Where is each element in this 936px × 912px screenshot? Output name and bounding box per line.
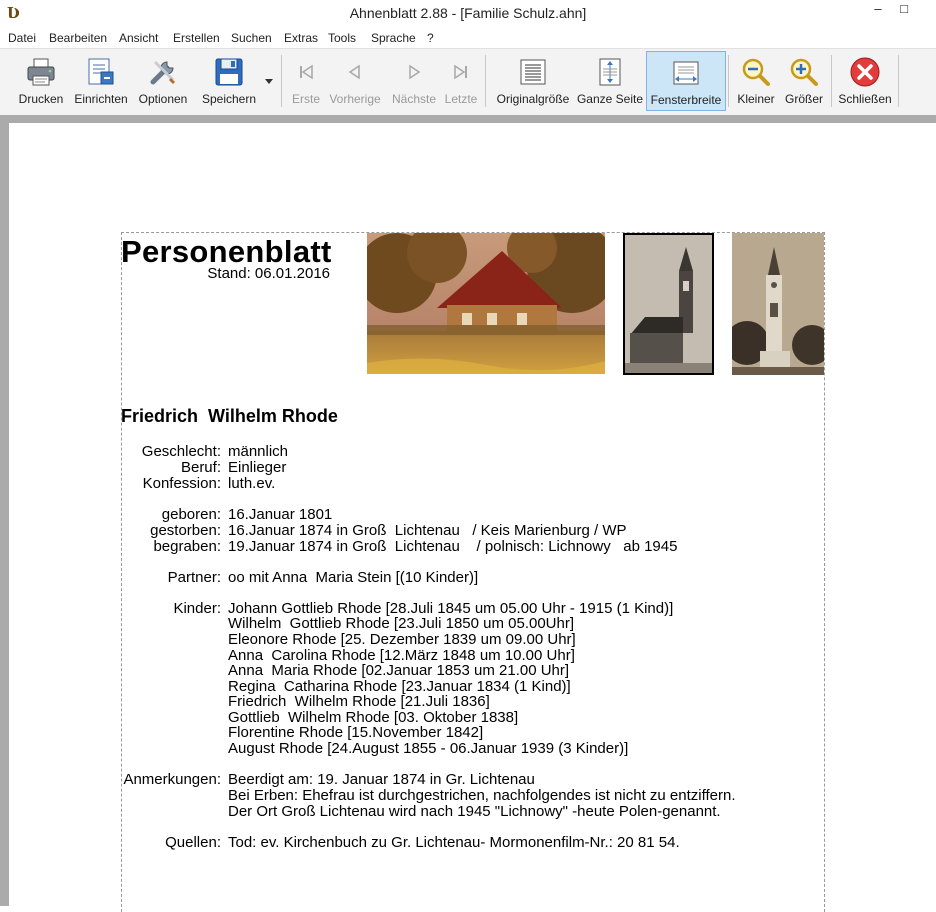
toolbar-separator	[831, 55, 832, 107]
zoom-in-button[interactable]	[781, 51, 827, 111]
options-label: Optionen	[138, 92, 188, 106]
minimize-button[interactable]: –	[874, 1, 882, 16]
buried-label: begraben:	[153, 538, 221, 555]
sheet-title: Personenblatt	[121, 234, 332, 269]
next-button[interactable]	[388, 51, 440, 111]
gender-label: Geschlecht:	[141, 443, 221, 460]
skip-last-icon	[445, 56, 477, 88]
toolbar-separator	[485, 55, 486, 107]
save-button[interactable]	[198, 51, 260, 111]
children-label: Kinder:	[173, 600, 221, 617]
setup-button[interactable]	[72, 51, 130, 111]
menu-extras[interactable]: Extras	[284, 31, 319, 45]
born-value: 16.Januar 1801	[228, 506, 333, 523]
menu-sprache[interactable]: Sprache	[371, 31, 416, 45]
child-item: August Rhode [24.August 1855 - 06.Januar 1939 (3 Kinder)]	[228, 740, 629, 757]
fit-width-icon	[670, 57, 702, 89]
gender-value: männlich	[228, 443, 289, 460]
notes-label: Anmerkungen:	[123, 771, 221, 788]
died-value: 16.Januar 1874 in Groß Lichtenau / Keis Marienburg / WP	[228, 522, 627, 539]
religion-value: luth.ev.	[228, 475, 276, 492]
window-title: Ahnenblatt 2.88 - [Familie Schulz.ahn]	[349, 5, 587, 21]
menu-bearbeiten[interactable]: Bearbeiten	[49, 31, 108, 45]
original-size-icon	[517, 56, 549, 88]
child-item: Florentine Rhode [15.November 1842]	[228, 724, 484, 741]
toolbar-separator	[281, 55, 282, 107]
maximize-button[interactable]: □	[900, 1, 908, 16]
menu-tools[interactable]: Tools	[328, 31, 357, 45]
child-item: Johann Gottlieb Rhode [28.Juli 1845 um 05.00 Uhr - 1915 (1 Kind)]	[228, 600, 674, 617]
partner-value: oo mit Anna Maria Stein [(10 Kinder)]	[228, 569, 479, 586]
farmhouse-photo	[367, 233, 605, 374]
title-bar	[0, 0, 936, 28]
tools-icon	[147, 56, 179, 88]
sheet-date: Stand: 06.01.2016	[207, 265, 330, 282]
religion-label: Konfession:	[142, 475, 221, 492]
sources-label: Quellen:	[165, 834, 221, 851]
child-item: Eleonore Rhode [25. Dezember 1839 um 09.00 Uhr]	[228, 631, 576, 648]
zoom-out-icon	[740, 56, 772, 88]
died-label: gestorben:	[150, 522, 221, 539]
floppy-disk-icon	[213, 56, 245, 88]
zoom-out-label: Kleiner	[737, 92, 775, 106]
next-label: Nächste	[391, 92, 437, 106]
chevron-down-icon	[265, 79, 273, 85]
print-button[interactable]	[14, 51, 68, 111]
first-label: Erste	[291, 92, 320, 106]
close-label: Schließen	[838, 92, 892, 106]
previous-label: Vorherige	[329, 92, 381, 106]
born-label: geboren:	[161, 506, 221, 523]
close-button[interactable]	[836, 51, 894, 111]
last-button[interactable]	[443, 51, 479, 111]
toolbar-separator	[728, 55, 729, 107]
printer-icon	[25, 56, 57, 88]
job-label: Beruf:	[180, 459, 221, 476]
zoom-in-icon	[788, 56, 820, 88]
menu-help[interactable]: ?	[427, 31, 434, 45]
church-photo	[623, 233, 714, 375]
last-label: Letzte	[444, 92, 478, 106]
options-button[interactable]	[135, 51, 191, 111]
close-icon	[849, 56, 881, 88]
zoom-in-label: Größer	[784, 92, 823, 106]
save-dropdown-button[interactable]	[262, 51, 276, 111]
app-icon[interactable]: Ʋ	[6, 4, 20, 22]
window-width-button[interactable]	[646, 51, 726, 111]
menu-bar	[0, 28, 936, 48]
menu-erstellen[interactable]: Erstellen	[173, 31, 220, 45]
skip-first-icon	[290, 56, 322, 88]
whole-page-button[interactable]	[576, 51, 644, 111]
toolbar	[0, 48, 936, 116]
church-tower-photo	[732, 233, 824, 375]
child-item: Gottlieb Wilhelm Rhode [03. Oktober 1838]	[228, 709, 519, 726]
child-item: Friedrich Wilhelm Rhode [21.Juli 1836]	[228, 693, 490, 710]
child-item: Wilhelm Gottlieb Rhode [23.Juli 1850 um 05.00Uhr]	[228, 615, 575, 632]
menu-datei[interactable]: Datei	[8, 31, 37, 45]
window-width-label: Fensterbreite	[650, 93, 722, 107]
original-size-button[interactable]	[493, 51, 573, 111]
child-item: Anna Maria Rhode [02.Januar 1853 um 21.00 Uhr]	[228, 662, 570, 679]
fit-page-icon	[594, 56, 626, 88]
person-name: Friedrich Wilhelm Rhode	[121, 406, 338, 426]
job-value: Einlieger	[228, 459, 287, 476]
menu-ansicht[interactable]: Ansicht	[119, 31, 159, 45]
setup-label: Einrichten	[74, 92, 128, 106]
buried-value: 19.Januar 1874 in Groß Lichtenau / polnisch: Lichnowy ab 1945	[228, 538, 678, 555]
sources-value: Tod: ev. Kirchenbuch zu Gr. Lichtenau- Mormonenfilm-Nr.: 20 81 54.	[228, 834, 680, 851]
child-item: Regina Catharina Rhode [23.Januar 1834 (1 Kind)]	[228, 678, 571, 695]
partner-label: Partner:	[167, 569, 221, 586]
previous-icon	[339, 56, 371, 88]
page-setup-icon	[85, 56, 117, 88]
first-button[interactable]	[288, 51, 324, 111]
original-size-label: Originalgröße	[496, 92, 570, 106]
previous-button[interactable]	[327, 51, 383, 111]
note-line: Bei Erben: Ehefrau ist durchgestrichen, nachfolgendes ist nicht zu entziffern.	[228, 787, 736, 804]
menu-suchen[interactable]: Suchen	[231, 31, 272, 45]
print-label: Drucken	[18, 92, 64, 106]
whole-page-label: Ganze Seite	[576, 92, 644, 106]
note-line: Der Ort Groß Lichtenau wird nach 1945 "Lichnowy" -heute Polen-genannt.	[228, 803, 721, 820]
save-label: Speichern	[201, 92, 257, 106]
child-item: Anna Carolina Rhode [12.März 1848 um 10.00 Uhr]	[228, 647, 575, 664]
note-line: Beerdigt am: 19. Januar 1874 in Gr. Lichtenau	[228, 771, 535, 788]
zoom-out-button[interactable]	[734, 51, 778, 111]
toolbar-separator	[898, 55, 899, 107]
next-icon	[398, 56, 430, 88]
